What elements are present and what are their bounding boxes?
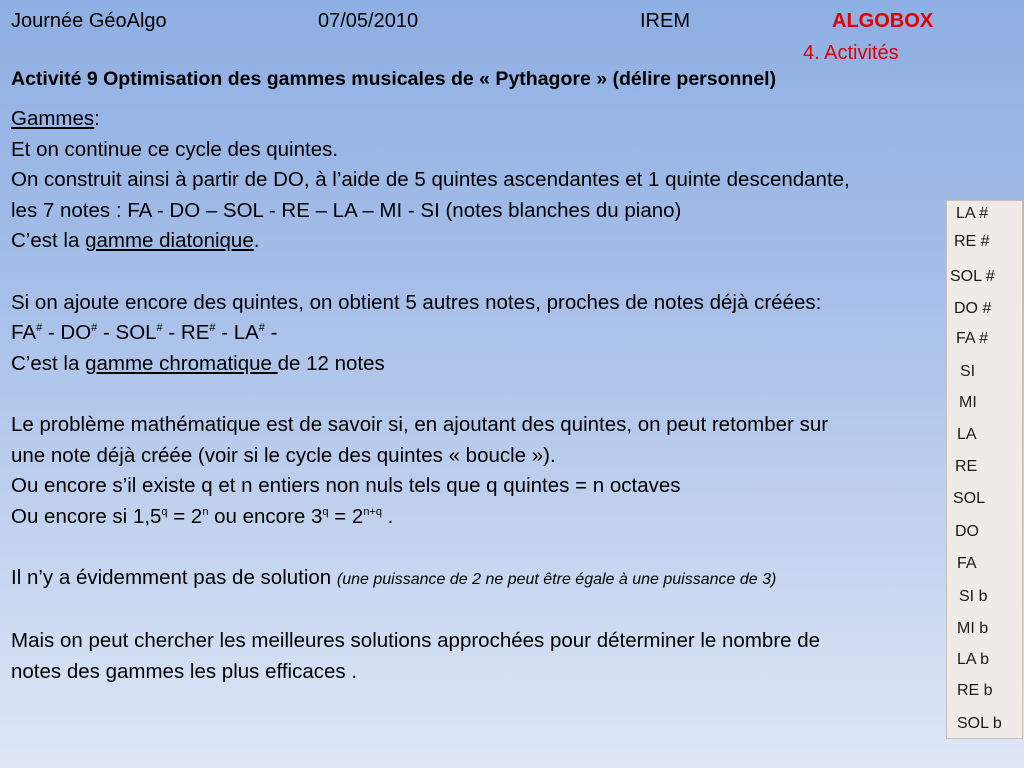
- note-label: FA: [957, 555, 977, 572]
- body-line: une note déjà créée (voir si le cycle des quintes « boucle »).: [11, 443, 556, 467]
- note-label: SI b: [959, 588, 988, 605]
- event-name: Journée GéoAlgo: [11, 10, 167, 32]
- note-label: SOL b: [957, 715, 1002, 732]
- blank-line: [11, 257, 961, 288]
- body-line: Et on continue ce cycle des quintes.: [11, 137, 339, 161]
- note-label: DO: [955, 523, 979, 540]
- note-label: MI: [959, 394, 977, 411]
- brand-title: ALGOBOX: [832, 10, 934, 32]
- body-line: On construit ainsi à partir de DO, à l’aide de 5 quintes ascendantes et 1 quinte descendante,: [11, 168, 850, 192]
- note-label: FA #: [956, 330, 989, 347]
- note-scale-panel: [946, 200, 1023, 739]
- note-label: SOL: [953, 490, 986, 507]
- note-label: RE: [955, 458, 978, 475]
- activity-title: Activité 9 Optimisation des gammes musicales de « Pythagore » (délire personnel): [11, 68, 777, 90]
- conclusion-line: Il n’y a évidemment pas de solution (une puissance de 2 ne peut être égale à une puissance de 3): [11, 565, 777, 589]
- blank-line: [11, 532, 961, 563]
- blank-line: [11, 596, 961, 627]
- gammes-heading: Gammes: [11, 107, 95, 130]
- note-label: SOL #: [950, 268, 995, 285]
- blank-line: [11, 379, 961, 410]
- note-label: MI b: [957, 620, 989, 637]
- diatonic-line: C’est la gamme diatonique.: [11, 229, 260, 253]
- note-label: LA #: [956, 205, 989, 222]
- body-line: Si on ajoute encore des quintes, on obtient 5 autres notes, proches de notes déjà créées:: [11, 290, 822, 314]
- sharp-notes-line: FA# - DO# - SOL# - RE# - LA# -: [11, 321, 278, 345]
- chromatic-term: gamme chromatique: [85, 351, 278, 375]
- note-label: RE #: [954, 233, 990, 250]
- conclusion-note: (une puissance de 2 ne peut être égale à une puissance de 3): [336, 570, 777, 588]
- body-line: Ou encore s’il existe q et n entiers non nuls tels que q quintes = n octaves: [11, 474, 681, 498]
- body-line: Le problème mathématique est de savoir si, en ajoutant des quintes, on peut retomber sur: [11, 412, 829, 436]
- organization: IREM: [640, 10, 690, 32]
- event-date: 07/05/2010: [318, 10, 419, 32]
- diatonic-term: gamme diatonique: [85, 229, 254, 253]
- chromatic-line: C’est la gamme chromatique de 12 notes: [11, 351, 385, 375]
- slide-body: [11, 104, 961, 687]
- equation-line: Ou encore si $1,5^q = 2^n$ ou encore $3^q = 2^{n+q}$ .: [11, 504, 394, 528]
- note-label: RE b: [957, 682, 993, 699]
- note-label: LA: [957, 426, 977, 443]
- gammes-heading-colon: :: [94, 107, 100, 130]
- section-label: 4. Activités: [803, 42, 899, 64]
- body-line: les 7 notes : FA - DO – SOL - RE – LA – MI - SI (notes blanches du piano): [11, 198, 682, 222]
- gammes-heading-line: [11, 104, 961, 135]
- body-line: Mais on peut chercher les meilleures solutions approchées pour déterminer le nombre de: [11, 629, 821, 653]
- note-label: DO #: [954, 300, 992, 317]
- note-label: SI: [960, 363, 976, 380]
- body-line: notes des gammes les plus efficaces .: [11, 659, 358, 683]
- note-label: LA b: [957, 651, 990, 668]
